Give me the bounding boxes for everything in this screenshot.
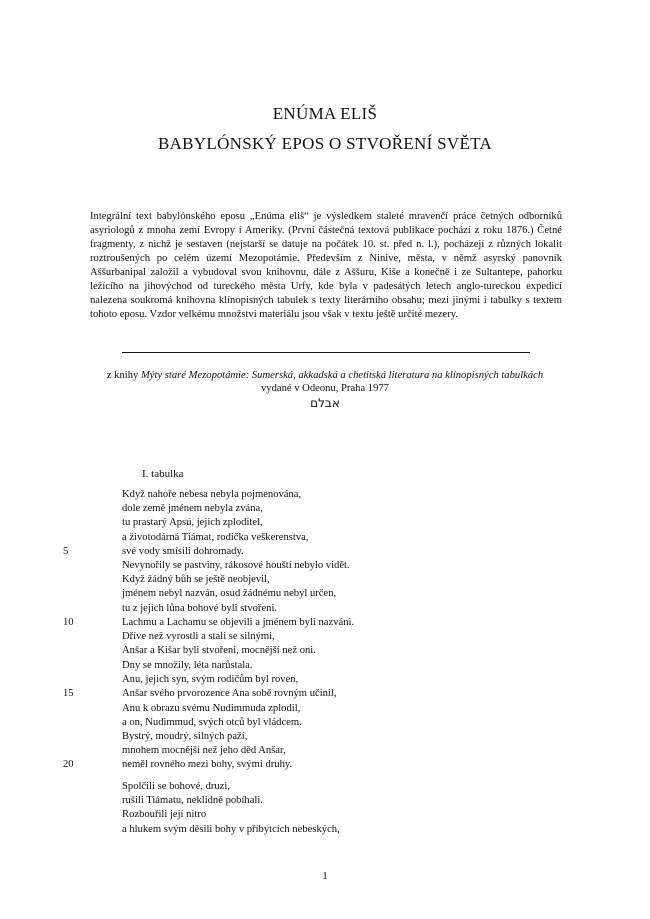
verse-line bbox=[0, 808, 650, 822]
hebrew-inscription: אבלם bbox=[310, 396, 340, 410]
verse-line bbox=[0, 744, 650, 758]
verse-text: Anšar svého prvorozence Ana sobě rovným učinil, bbox=[122, 688, 337, 700]
verse-line bbox=[0, 644, 650, 658]
verse-line bbox=[0, 630, 650, 644]
line-number: 5 bbox=[63, 545, 69, 557]
verse-line bbox=[0, 702, 650, 716]
verse-line bbox=[0, 780, 650, 794]
verse-line bbox=[0, 716, 650, 730]
verse-text: a hlukem svým děsili bohy v příbytcích nebeských, bbox=[122, 823, 340, 835]
verse-text: tu z jejich lůna bohové byli stvořeni. bbox=[122, 602, 278, 614]
verse-text: Lachmu a Lachamu se objevili a jménem byli nazváni. bbox=[122, 616, 355, 628]
verse-text: jménem nebyl nazván, osud žádnému nebyl určen, bbox=[122, 588, 337, 600]
verse-text: Anu k obrazu svému Nudimmuda zplodil, bbox=[122, 702, 301, 714]
verse-text: Bystrý, moudrý, silných paží, bbox=[122, 730, 248, 742]
verse-text: dole země jménem nebyla zvána, bbox=[122, 503, 263, 515]
page-subtitle: BABYLÓNSKÝ EPOS O STVOŘENÍ SVĚTA bbox=[157, 134, 493, 153]
verse-line bbox=[0, 730, 650, 744]
stanza bbox=[0, 659, 650, 773]
verse-text: své vody smísili dohromady. bbox=[122, 545, 244, 557]
verse-text: Když žádný bůh se ještě neobjevil, bbox=[122, 574, 270, 586]
intro-paragraph: Integrální text babylónského eposu „Enúma eliš“ je výsledkem staleté mravenčí práce četných odborníků asyriologů z mnoha zemí Evropy i Ameriky. (První částečná textová publikace pochází z roku 1876.) Četné fragmenty, z nichž je sestaven (nejstarší se datuje na počátek 10. st. před n. l.), pocházejí z různých lokalit roztroušených po celém území Mezopotámie. Především z Ninive, města, v němž asyrský panovník Aššurbanipal založil a vybudoval svou knihovnu, dále z Aššuru, Kiše a konečně i ze Sultantepe, pahorku ležícího na jihovýchod od tureckého města Urfy, kde byla v padesátých letech anglo-tureckou expedicí nalezena soukromá knihovna klínopisných tabulek s texty literárního obsahu; mezi jinými i tabulky s textem tohoto eposu. Vzdor velkému množství materiálu jsou však v textu ještě určité mezery. bbox=[90, 211, 562, 320]
verse-line bbox=[0, 673, 650, 687]
verse-line bbox=[0, 758, 650, 772]
source-publisher: vydané v Odeonu, Praha 1977 bbox=[261, 383, 389, 394]
verse-text: a životodárná Tiámat, rodička veškerenstva, bbox=[122, 531, 309, 543]
verse-line bbox=[0, 687, 650, 701]
verse-line bbox=[0, 545, 650, 559]
verse-text: Anu, jejich syn, svým rodičům byl roven, bbox=[122, 674, 299, 686]
stanza bbox=[0, 780, 650, 837]
verse-text: Nevynořily se pastviny, rákosové houští nebylo vidět. bbox=[122, 559, 350, 571]
verse-line bbox=[0, 502, 650, 516]
verse-line bbox=[0, 659, 650, 673]
verse-text: tu prastarý Apsú, jejich zploditel, bbox=[122, 517, 263, 529]
verse-line bbox=[0, 531, 650, 545]
line-number: 15 bbox=[63, 688, 74, 700]
verse-text: mnohem mocnější než jeho děd Anšar, bbox=[122, 745, 286, 757]
verse-line bbox=[0, 516, 650, 530]
divider-rule bbox=[122, 352, 530, 353]
verse-line bbox=[0, 573, 650, 587]
page-number: 1 bbox=[322, 870, 328, 882]
verse-line bbox=[0, 488, 650, 502]
verse-text: Dny se množily, léta narůstala. bbox=[122, 660, 253, 671]
verse-line bbox=[0, 616, 650, 630]
source-book-title: Mýty staré Mezopotámie: Sumerská, akkadská a chetitská literatura na klínopisných tabulkách bbox=[140, 370, 544, 381]
line-number: 10 bbox=[63, 616, 74, 628]
source-prefix: z knihy bbox=[106, 370, 141, 381]
verse-text: Rozbouřili její nitro bbox=[122, 809, 207, 821]
verse-text: Anšar a Kišar byli stvořeni, mocnější než oni. bbox=[122, 645, 316, 657]
line-number: 20 bbox=[63, 759, 74, 771]
verse-line bbox=[0, 794, 650, 808]
verse-text: a on, Nudimmud, svých otců byl vládcem. bbox=[122, 716, 302, 728]
verse-text: Dříve než vyrostli a stali se silnými, bbox=[122, 630, 275, 642]
verse-line bbox=[0, 823, 650, 837]
verse-text: neměl rovného mezi bohy, svými druhy. bbox=[122, 759, 293, 771]
source-citation bbox=[40, 369, 610, 395]
verse-line bbox=[0, 559, 650, 573]
page-title: ENÚMA ELIŠ bbox=[272, 104, 378, 123]
verse-text: rušili Tiámatu, neklidně pobíhali. bbox=[122, 795, 263, 807]
verse-text: Když nahoře nebesa nebyla pojmenována, bbox=[122, 489, 302, 500]
stanza bbox=[0, 488, 650, 658]
verse-line bbox=[0, 602, 650, 616]
tablet-heading: I. tabulka bbox=[142, 468, 184, 480]
verse-line bbox=[0, 587, 650, 601]
verse-text: Spolčili se bohové, druzi, bbox=[122, 781, 230, 792]
